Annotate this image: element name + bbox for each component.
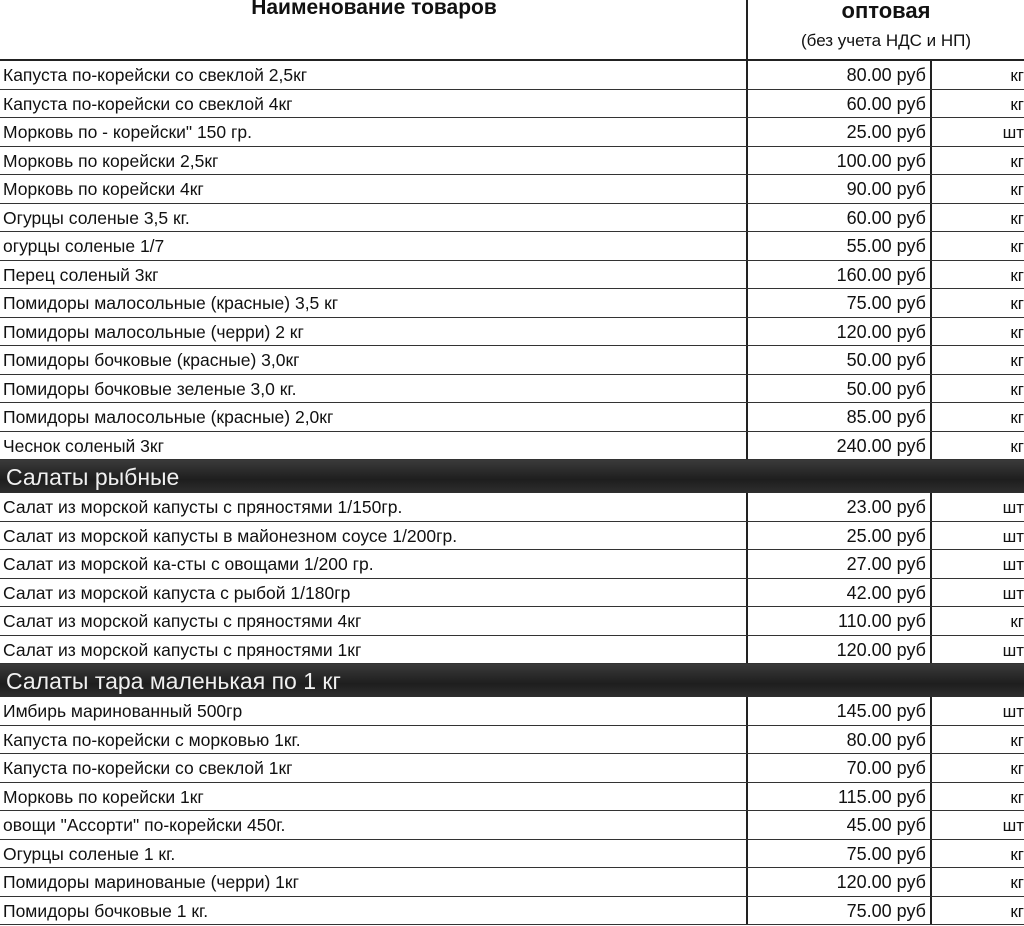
unit-cell: шт	[1002, 555, 1024, 574]
price-column-title: оптовая	[841, 0, 931, 23]
product-name-cell: Чеснок соленый 3кг	[0, 432, 748, 460]
price-cell: 70.00 руб	[748, 754, 932, 782]
price-cell: 80.00 руб	[748, 726, 932, 754]
price-cell: 120.00 руб	[748, 636, 932, 664]
price-cell: 100.00 руб	[748, 147, 932, 175]
table-row	[0, 261, 1024, 290]
table-header	[0, 0, 1024, 61]
product-name-cell: Огурцы соленые 1 кг.	[0, 840, 748, 868]
product-name-cell: Помидоры бочковые 1 кг.	[0, 897, 748, 925]
unit-cell: шт	[1002, 640, 1024, 660]
unit-cell: кг	[1010, 730, 1024, 750]
table-row	[0, 579, 1024, 608]
unit-cell: кг	[1010, 66, 1024, 85]
table-row	[0, 175, 1024, 204]
product-name-cell: Капуста по-корейски со свеклой 2,5кг	[0, 61, 748, 89]
unit-cell: шт	[1002, 702, 1024, 721]
table-row	[0, 897, 1024, 926]
product-name-cell: Помидоры малосольные (красные) 2,0кг	[0, 403, 748, 431]
unit-cell: кг	[1010, 759, 1024, 778]
product-name-cell: Имбирь маринованный 500гр	[0, 697, 748, 725]
unit-cell: шт	[1002, 526, 1024, 546]
table-row	[0, 118, 1024, 147]
table-row	[0, 636, 1024, 665]
product-name-cell: Помидоры бочковые (красные) 3,0кг	[0, 346, 748, 374]
product-name-cell: Салат из морской капусты в майонезном соусе 1/200гр.	[0, 522, 748, 550]
unit-cell: шт	[1002, 816, 1024, 835]
price-column-subtitle: (без учета НДС и НП)	[801, 31, 971, 50]
product-name-cell: Помидоры маринованые (черри) 1кг	[0, 868, 748, 896]
price-cell: 25.00 руб	[748, 118, 932, 146]
table-row	[0, 289, 1024, 318]
price-cell: 25.00 руб	[748, 522, 932, 550]
unit-cell: кг	[1010, 844, 1024, 864]
table-row	[0, 90, 1024, 119]
section-header: Салаты рыбные	[0, 460, 1024, 493]
unit-cell: кг	[1010, 294, 1024, 313]
price-cell: 110.00 руб	[748, 607, 932, 635]
product-name-cell: Помидоры малосольные (черри) 2 кг	[0, 318, 748, 346]
product-name-cell: Огурцы соленые 3,5 кг.	[0, 204, 748, 232]
price-cell: 55.00 руб	[748, 232, 932, 260]
product-name-cell: Морковь по корейски 2,5кг	[0, 147, 748, 175]
unit-cell: кг	[1010, 208, 1024, 228]
product-name-cell: Морковь по корейски 1кг	[0, 783, 748, 811]
table-row	[0, 697, 1024, 726]
product-name-cell: Салат из морской ка-сты с овощами 1/200 гр.	[0, 550, 748, 578]
price-cell: 120.00 руб	[748, 318, 932, 346]
table-row	[0, 147, 1024, 176]
unit-cell: кг	[1010, 612, 1024, 631]
unit-cell: кг	[1010, 901, 1024, 921]
product-name-cell: Помидоры бочковые зеленые 3,0 кг.	[0, 375, 748, 403]
price-cell: 115.00 руб	[748, 783, 932, 811]
column-header-price	[748, 0, 1024, 59]
price-cell: 120.00 руб	[748, 868, 932, 896]
unit-cell: кг	[1010, 265, 1024, 285]
table-row	[0, 726, 1024, 755]
unit-cell: кг	[1010, 151, 1024, 171]
price-cell: 60.00 руб	[748, 204, 932, 232]
price-cell: 160.00 руб	[748, 261, 932, 289]
unit-cell: кг	[1010, 180, 1024, 199]
table-row	[0, 61, 1024, 90]
unit-cell: кг	[1010, 873, 1024, 892]
product-name-cell: овощи "Ассорти" по-корейски 450г.	[0, 811, 748, 839]
table-row	[0, 346, 1024, 375]
price-cell: 75.00 руб	[748, 840, 932, 868]
price-cell: 75.00 руб	[748, 897, 932, 925]
unit-cell: кг	[1010, 94, 1024, 114]
section-header: Салаты тара маленькая по 1 кг	[0, 664, 1024, 697]
price-cell: 80.00 руб	[748, 61, 932, 89]
unit-cell: кг	[1010, 237, 1024, 256]
unit-cell: шт	[1002, 583, 1024, 603]
product-name-cell: Морковь по - корейски" 150 гр.	[0, 118, 748, 146]
unit-cell: кг	[1010, 322, 1024, 342]
unit-cell: кг	[1010, 787, 1024, 807]
product-name-cell: Перец соленый 3кг	[0, 261, 748, 289]
table-row	[0, 232, 1024, 261]
table-row	[0, 840, 1024, 869]
table-row	[0, 607, 1024, 636]
unit-cell: кг	[1010, 351, 1024, 370]
table-row	[0, 432, 1024, 461]
price-cell: 240.00 руб	[748, 432, 932, 460]
product-name-cell: Помидоры малосольные (красные) 3,5 кг	[0, 289, 748, 317]
table-row	[0, 754, 1024, 783]
table-row	[0, 783, 1024, 812]
unit-cell: кг	[1010, 408, 1024, 427]
product-name-cell: Салат из морской капусты с пряностями 1кг	[0, 636, 748, 664]
unit-cell: шт	[1002, 123, 1024, 142]
product-name-cell: Салат из морской капуста с рыбой 1/180гр	[0, 579, 748, 607]
product-name-cell: Салат из морской капусты с пряностями 1/150гр.	[0, 493, 748, 521]
price-cell: 60.00 руб	[748, 90, 932, 118]
unit-cell: кг	[1010, 379, 1024, 399]
price-cell: 42.00 руб	[748, 579, 932, 607]
price-cell: 145.00 руб	[748, 697, 932, 725]
price-cell: 27.00 руб	[748, 550, 932, 578]
unit-cell: кг	[1010, 436, 1024, 456]
table-row	[0, 868, 1024, 897]
price-cell: 50.00 руб	[748, 346, 932, 374]
column-header-name	[0, 0, 748, 59]
table-row	[0, 403, 1024, 432]
table-row	[0, 375, 1024, 404]
table-row	[0, 522, 1024, 551]
table-row	[0, 493, 1024, 522]
name-column-title: Наименование товаров	[251, 0, 497, 19]
price-cell: 90.00 руб	[748, 175, 932, 203]
product-name-cell: Капуста по-корейски со свеклой 4кг	[0, 90, 748, 118]
price-cell: 50.00 руб	[748, 375, 932, 403]
price-cell: 45.00 руб	[748, 811, 932, 839]
price-cell: 75.00 руб	[748, 289, 932, 317]
table-row	[0, 318, 1024, 347]
product-name-cell: Морковь по корейски 4кг	[0, 175, 748, 203]
product-name-cell: Капуста по-корейски со свеклой 1кг	[0, 754, 748, 782]
table-row	[0, 550, 1024, 579]
product-name-cell: огурцы соленые 1/7	[0, 232, 748, 260]
price-cell: 85.00 руб	[748, 403, 932, 431]
unit-cell: шт	[1002, 498, 1024, 517]
price-cell: 23.00 руб	[748, 493, 932, 521]
table-row	[0, 204, 1024, 233]
product-name-cell: Капуста по-корейски с морковью 1кг.	[0, 726, 748, 754]
table-row	[0, 811, 1024, 840]
product-name-cell: Салат из морской капусты с пряностями 4кг	[0, 607, 748, 635]
